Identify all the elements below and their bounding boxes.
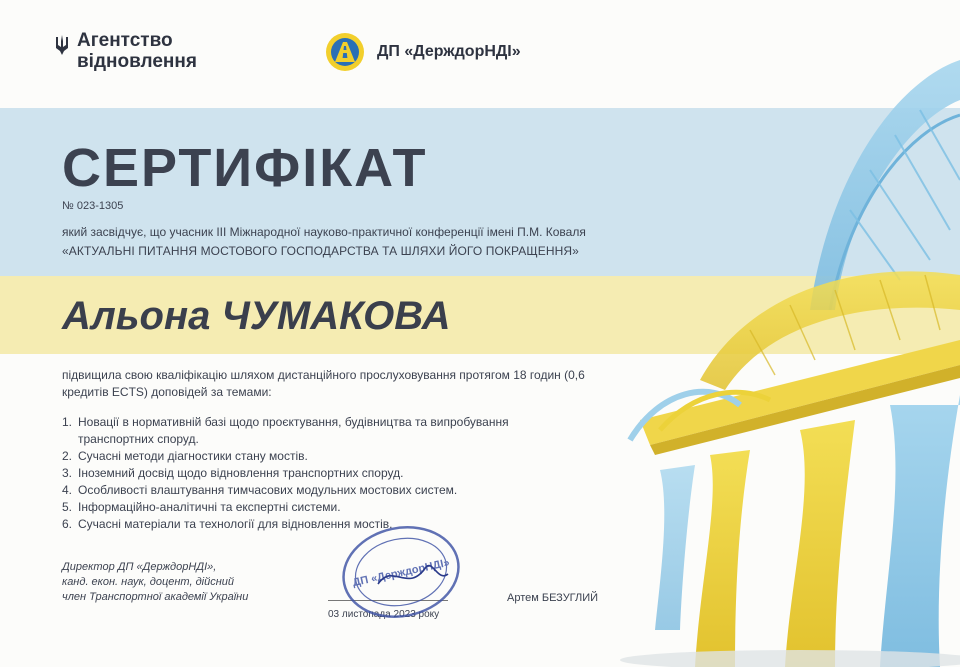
topic-number: 5.: [62, 500, 73, 514]
official-stamp: [338, 522, 464, 622]
list-item: [62, 448, 582, 465]
header-logos: [55, 30, 521, 72]
signer-name: Артем БЕЗУГЛИЙ: [507, 592, 599, 604]
stamp-text: ДП «ДерждорНДІ»: [351, 556, 451, 590]
road-emblem-icon: [325, 32, 365, 72]
dp-name: ДП «ДерждорНДІ»: [377, 43, 521, 60]
certificate-title: СЕРТИФІКАТ: [62, 138, 428, 198]
director-title: [62, 560, 248, 605]
bridge-illustration: [600, 60, 960, 667]
list-item: [62, 499, 582, 516]
participant-name: Альона ЧУМАКОВА: [62, 294, 451, 338]
agency-name-line2: відновлення: [77, 51, 197, 72]
conference-name: «АКТУАЛЬНІ ПИТАННЯ МОСТОВОГО ГОСПОДАРСТВА ТА ШЛЯХИ ЙОГО ПОКРАЩЕННЯ»: [62, 244, 579, 258]
director-line: член Транспортної академії України: [62, 591, 249, 603]
topic-text: Сучасні матеріали та технології для відновлення мостів.: [78, 517, 393, 531]
agency-name-line1: Агентство: [77, 30, 173, 51]
topic-text: Інформаційно-аналітичні та експертні системи.: [78, 500, 341, 514]
topic-number: 2.: [62, 449, 73, 463]
certificate-intro: який засвідчує, що учасник ІІІ Міжнародної науково-практичної конференції імені П.М. Коваля: [62, 225, 586, 239]
list-item: [62, 482, 582, 499]
agency-logo: [55, 30, 197, 72]
topics-list: [62, 414, 582, 533]
dp-logo: [325, 32, 521, 72]
topic-text: Особливості влаштування тимчасових модульних мостових систем.: [78, 483, 458, 497]
list-item: [62, 465, 582, 482]
topic-text: Сучасні методи діагностики стану мостів.: [78, 449, 308, 463]
trident-icon: [55, 35, 69, 55]
director-line: Директор ДП «ДерждорНДІ»,: [62, 561, 217, 573]
topic-text: Новації в нормативній базі щодо проєктування, будівництва та випробування транспортних споруд.: [78, 415, 509, 446]
topic-number: 4.: [62, 483, 73, 497]
list-item: [62, 414, 582, 448]
certificate-number: № 023-1305: [62, 200, 124, 212]
signing-date: 03 листопада 2023 року: [328, 609, 440, 620]
director-line: канд. екон. наук, доцент, дійсний: [62, 576, 235, 588]
list-item: [62, 516, 582, 533]
qualification-description: підвищила свою кваліфікацію шляхом дистанційного прослуховування протягом 18 годин (0,6 кредитів ECTS) доповідей за темами:: [62, 368, 585, 399]
topic-number: 3.: [62, 466, 73, 480]
topic-number: 1.: [62, 415, 73, 429]
topic-number: 6.: [62, 517, 73, 531]
topic-text: Іноземний досвід щодо відновлення транспортних споруд.: [78, 466, 404, 480]
